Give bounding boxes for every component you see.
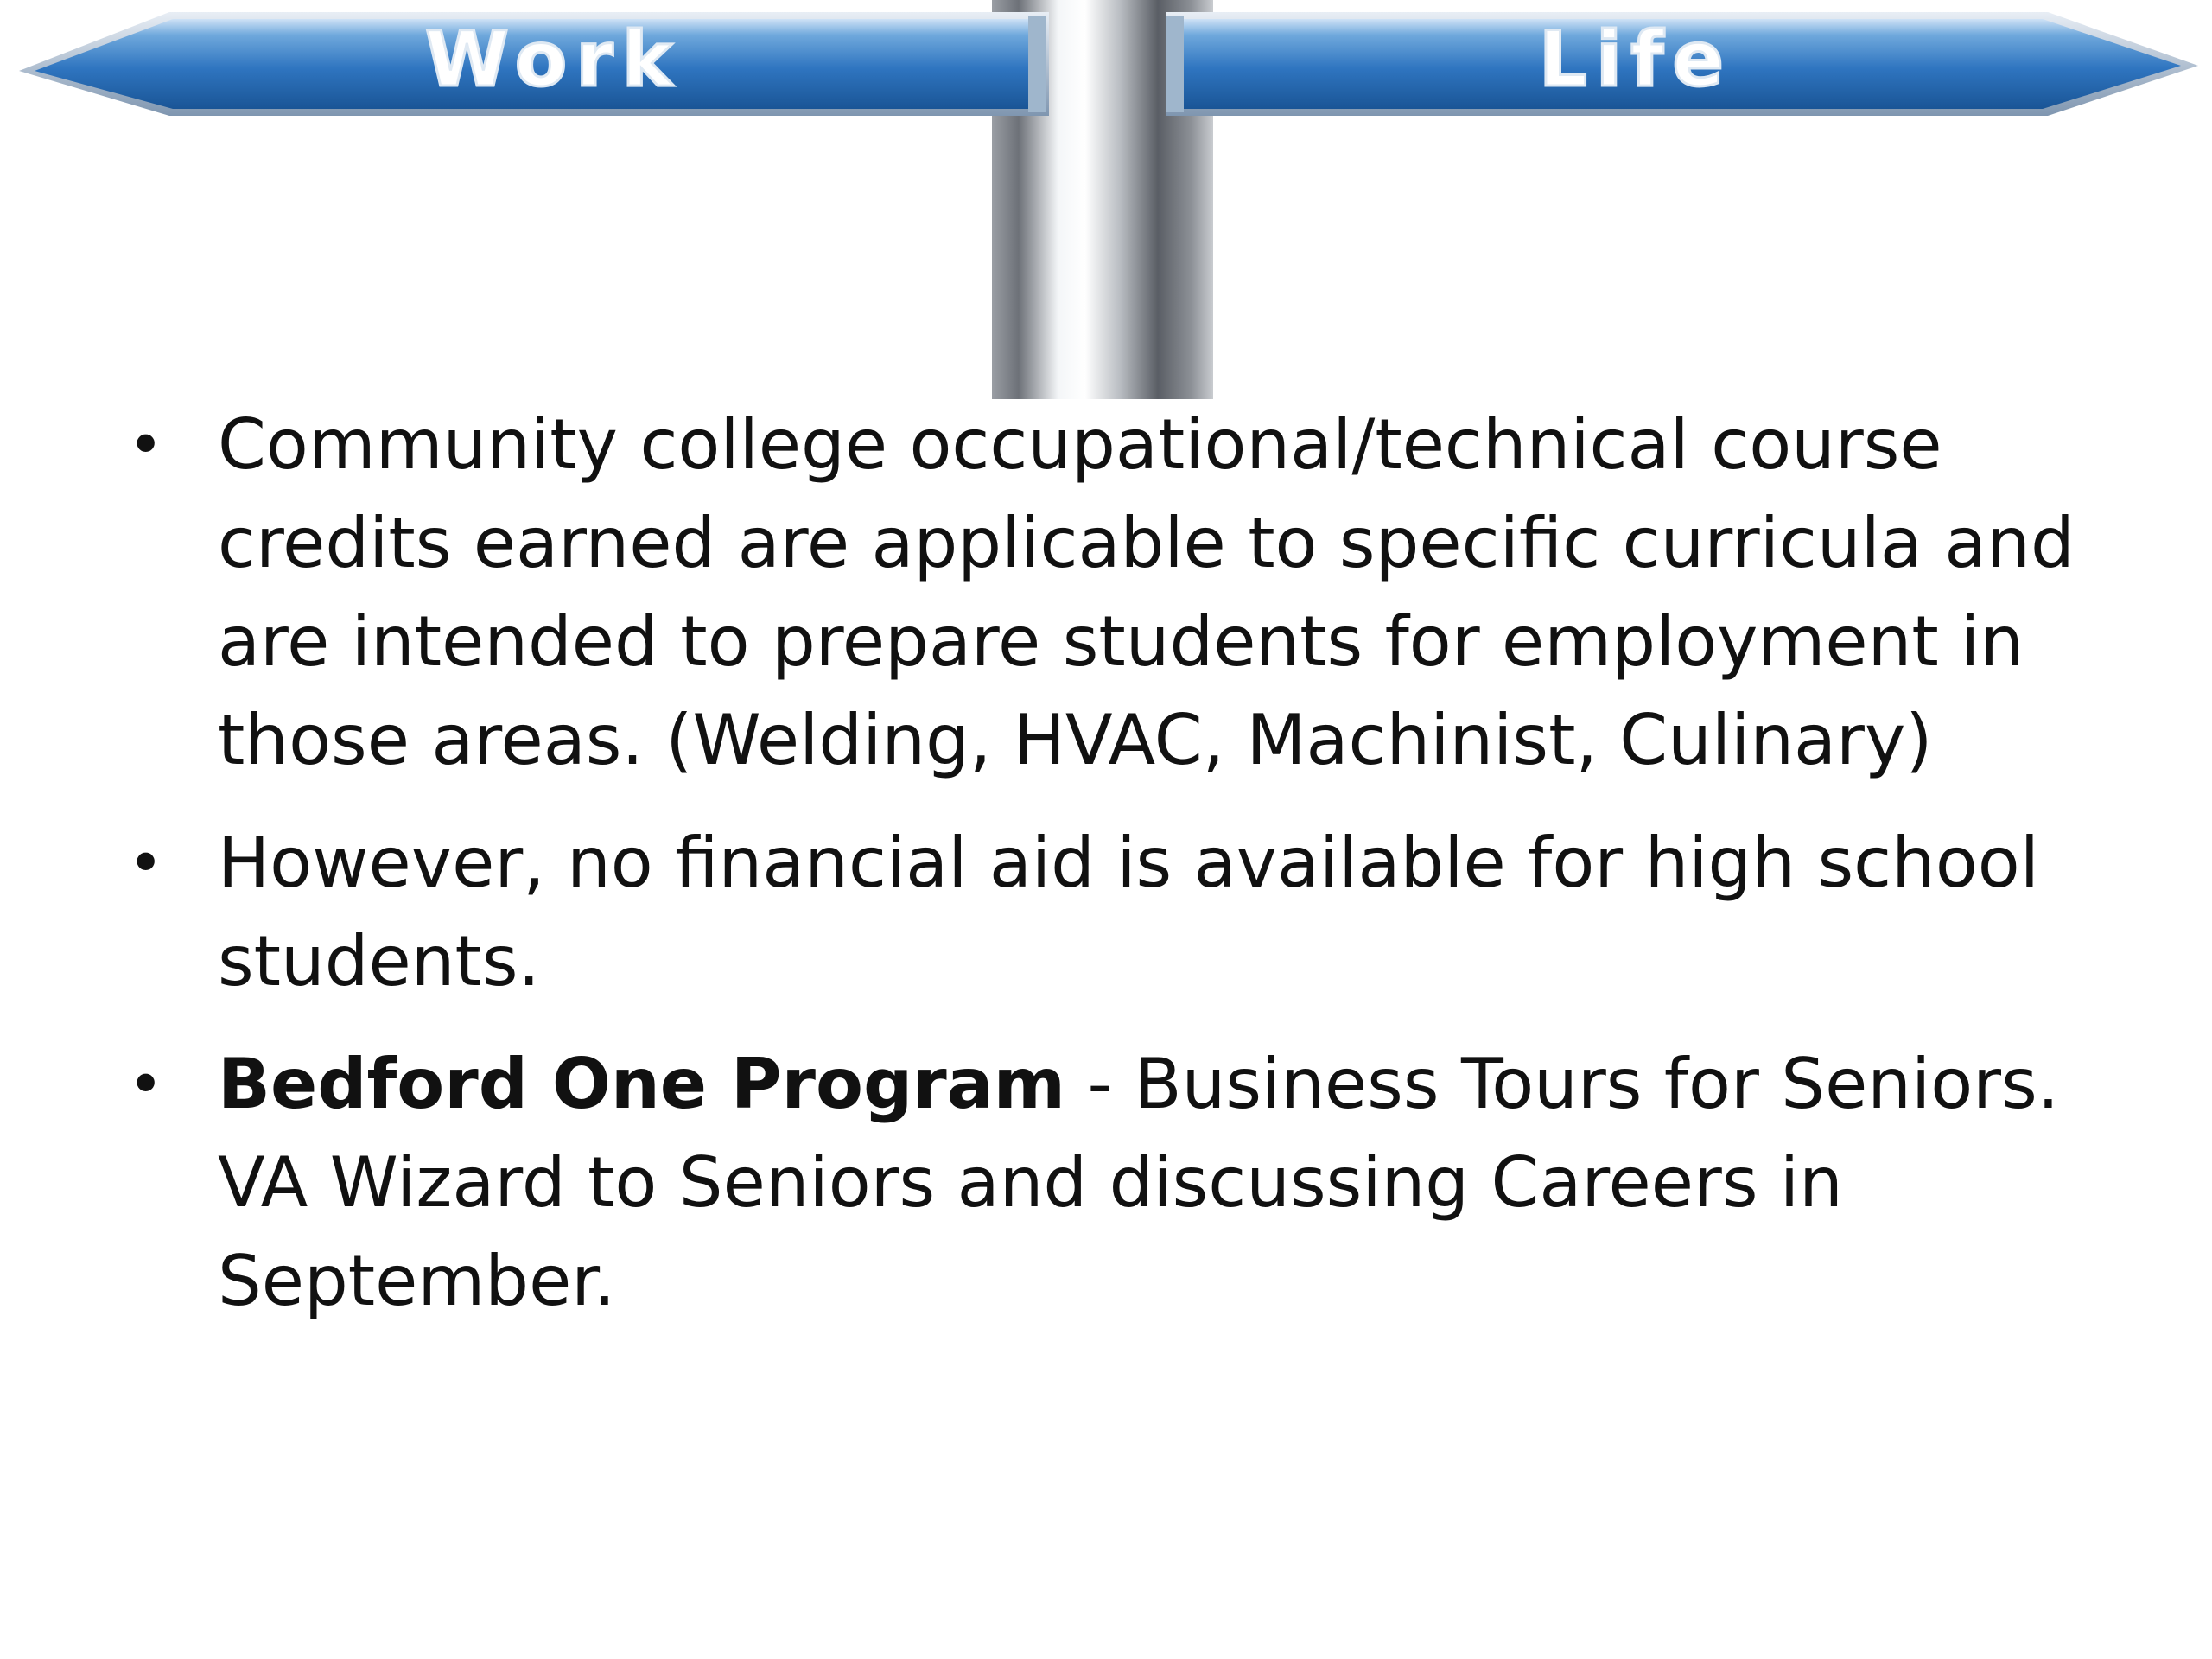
bullet-marker: • [128, 410, 164, 480]
life-sign-bracket [1166, 16, 1184, 112]
bullet-text: However, no financial aid is available for high school students. [218, 823, 2039, 1001]
bullet-text: - Business Tours for Seniors. VA Wizard to Seniors and discussing Careers in September. [218, 1044, 2060, 1321]
bullet-marker: • [128, 1049, 164, 1120]
bullet-item-bedford-one [128, 1035, 2115, 1331]
bullet-bold-lead: Bedford One Program [218, 1044, 1066, 1124]
signpost-graphic [0, 0, 2212, 406]
work-sign-label: Work [424, 15, 682, 104]
bullet-marker: • [128, 828, 164, 899]
bullet-item-community-college [128, 396, 2115, 790]
life-sign-label: Life [1538, 15, 1733, 104]
work-sign-bracket [1028, 16, 1046, 112]
bullet-list [128, 396, 2115, 1355]
work-life-signpost [0, 0, 2212, 406]
bullet-item-financial-aid [128, 814, 2115, 1011]
bullet-text: Community college occupational/technical course credits earned are applicable to specific curricula and are intended to prepare students for employment in those areas. (Welding, HVAC, Machinist, Culinary) [218, 404, 2075, 780]
